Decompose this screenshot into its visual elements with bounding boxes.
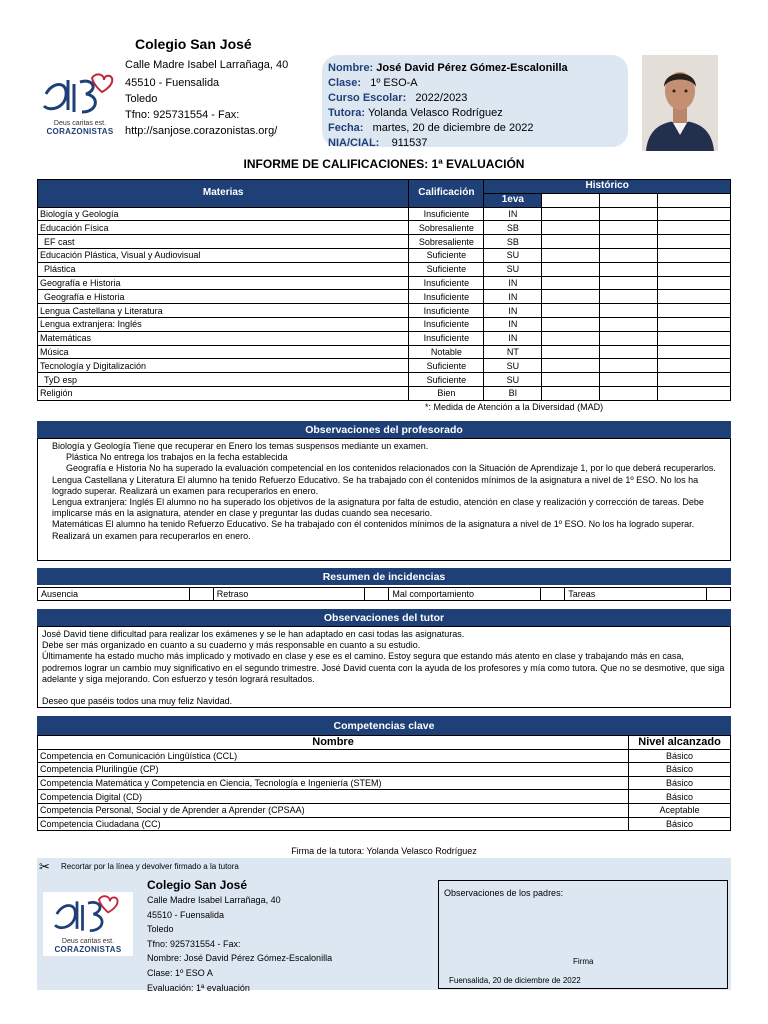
col-nombre: Nombre — [38, 736, 629, 750]
competencias-table — [37, 735, 731, 831]
school-name: Colegio San José — [135, 36, 252, 52]
competencia-row — [38, 749, 731, 763]
eva1-value: SU — [484, 262, 542, 276]
col-historico: Histórico — [484, 180, 731, 194]
grade-value: Insuficiente — [409, 290, 484, 304]
competencia-name: Competencia en Comunicación Lingüística (CCL) — [38, 749, 629, 763]
competencia-name: Competencia Matemática y Competencia en Ciencia, Tecnología e Ingeniería (STEM) — [38, 776, 629, 790]
competencia-level: Básico — [629, 790, 731, 804]
date-line: Fecha: martes, 20 de diciembre de 2022 — [328, 122, 534, 134]
tutor-observation: Deseo que paséis todos una muy feliz Navidad. — [42, 696, 233, 707]
competencias-header: Competencias clave — [37, 716, 731, 735]
competencia-name: Competencia Ciudadana (CC) — [38, 817, 629, 831]
mad-note: *: Medida de Atención a la Diversidad (MAD) — [425, 402, 604, 412]
competencia-row — [38, 790, 731, 804]
grade-row — [38, 221, 731, 235]
historic-empty — [658, 386, 731, 400]
historic-empty — [658, 276, 731, 290]
place-date: Fuensalida, 20 de diciembre de 2022 — [449, 976, 581, 985]
corazonistas-logo-icon — [38, 72, 122, 120]
student-photo — [642, 55, 718, 151]
cut-line — [37, 858, 731, 876]
historic-empty — [600, 207, 658, 221]
historic-empty — [542, 262, 600, 276]
school-website-link[interactable]: http://sanjose.corazonistas.org/ — [125, 125, 278, 137]
historic-empty — [658, 221, 731, 235]
subject-name: Religión — [38, 386, 409, 400]
tutor-signature-line: Firma de la tutora: Yolanda Velasco Rodríguez — [291, 846, 477, 856]
eva1-value: IN — [484, 304, 542, 318]
competencia-level: Básico — [629, 776, 731, 790]
subject-name: Matemáticas — [38, 331, 409, 345]
grade-value: Sobresaliente — [409, 221, 484, 235]
subject-name: Educación Física — [38, 221, 409, 235]
col-nivel: Nivel alcanzado — [629, 736, 731, 750]
report-title: INFORME DE CALIFICACIONES: 1ª EVALUACIÓN — [243, 157, 525, 171]
student-class-line: Clase: 1º ESO-A — [328, 77, 418, 89]
grade-row — [38, 304, 731, 318]
teacher-observation: Lengua Castellana y Literatura El alumno ha tenido Refuerzo Educativo. Se ha trabajado con él contenidos mínimos de la asignatura a nivel de 1º ESO. No los ha logrado superar. Realizará un examen para recuperarlos en enero. — [52, 474, 699, 496]
grade-row — [38, 359, 731, 373]
historic-empty — [658, 290, 731, 304]
historic-empty — [542, 386, 600, 400]
student-name-line: Nombre: José David Pérez Gómez-Escalonilla — [328, 62, 568, 74]
historic-empty — [542, 235, 600, 249]
eva1-value: IN — [484, 317, 542, 331]
competencia-name: Competencia Plurilingüe (CP) — [38, 763, 629, 777]
grade-value: Sobresaliente — [409, 235, 484, 249]
logo-caption: Deus caritas est. CORAZONISTAS — [46, 120, 114, 136]
historic-empty — [600, 290, 658, 304]
incidencias-table — [37, 587, 731, 601]
teacher-observation: Lengua extranjera: Inglés El alumno no ha superado los objetivos de la asignatura por falta de estudio, atención en clase y realización y corrección de tareas. Debe implicarse más en la asignatura, atender en clase y preguntar las dudas cuando sea necesario. — [52, 497, 704, 519]
subject-name: EF cast — [38, 235, 409, 249]
historic-empty — [658, 345, 731, 359]
eva1-value: SB — [484, 235, 542, 249]
grade-row — [38, 276, 731, 290]
subject-name: Geografía e Historia — [38, 290, 409, 304]
address-line: Tfno: 925731554 - Fax: — [125, 109, 240, 121]
slip-line: 45510 - Fuensalida — [147, 909, 225, 920]
competencia-row — [38, 817, 731, 831]
grade-value: Insuficiente — [409, 331, 484, 345]
col-1eva: 1eva — [484, 193, 542, 207]
slip-school-info — [147, 878, 332, 995]
incidencias-header: Resumen de incidencias — [37, 568, 731, 585]
historic-empty — [542, 221, 600, 235]
historic-empty — [600, 221, 658, 235]
col-empty — [658, 193, 731, 207]
eva1-value: IN — [484, 207, 542, 221]
incidencia-label: Ausencia — [38, 588, 190, 601]
historic-empty — [600, 304, 658, 318]
school-logo — [38, 72, 122, 136]
col-empty — [600, 193, 658, 207]
grade-value: Insuficiente — [409, 317, 484, 331]
grade-value: Suficiente — [409, 262, 484, 276]
grade-row — [38, 262, 731, 276]
grade-row — [38, 373, 731, 387]
address-line: 45510 - Fuensalida — [125, 77, 220, 89]
eva1-value: IN — [484, 276, 542, 290]
slip-class: Clase: 1º ESO A — [147, 967, 213, 978]
nia-line: NIA/CIAL: 911537 — [328, 137, 428, 149]
incidencia-label: Tareas — [565, 588, 707, 601]
historic-empty — [600, 359, 658, 373]
historic-empty — [600, 317, 658, 331]
incidencia-value — [541, 588, 565, 601]
competencia-level: Básico — [629, 763, 731, 777]
eva1-value: IN — [484, 331, 542, 345]
eva1-value: BI — [484, 386, 542, 400]
grade-row — [38, 345, 731, 359]
address-line: Calle Madre Isabel Larrañaga, 40 — [125, 59, 289, 71]
competencia-name: Competencia Digital (CD) — [38, 790, 629, 804]
historic-empty — [542, 304, 600, 318]
tutor-observation: Últimamente ha estado mucho más implicado y motivado en clase y ese es el camino. Estoy segura que estando más atento en clase y trabajando más en casa, podremos lograr un cambio muy significativo en el segundo trimestre. José David cuenta con la ayuda de los profesores y mía como tutora. Que no se desmotive, que siga adelante y siga mejorando. Con esfuerzo y tesón logrará resultados. — [42, 651, 725, 684]
historic-empty — [600, 235, 658, 249]
col-materias: Materias — [38, 180, 409, 208]
historic-empty — [542, 345, 600, 359]
obs-profesorado-header: Observaciones del profesorado — [37, 421, 731, 438]
cut-instruction: Recortar por la línea y devolver firmado a la tutora — [61, 862, 239, 871]
slip-line: Toledo — [147, 924, 174, 935]
historic-empty — [658, 373, 731, 387]
subject-name: Tecnología y Digitalización — [38, 359, 409, 373]
historic-empty — [600, 345, 658, 359]
signature-label: Firma — [573, 957, 594, 966]
grade-value: Bien — [409, 386, 484, 400]
historic-empty — [658, 262, 731, 276]
teacher-observation: Biología y Geología Tiene que recuperar en Enero los temas suspensos mediante un examen. — [52, 441, 429, 451]
grade-value: Notable — [409, 345, 484, 359]
historic-empty — [542, 276, 600, 290]
slip-student-name: Nombre: José David Pérez Gómez-Escalonilla — [147, 953, 333, 964]
parents-observations-box[interactable] — [438, 880, 728, 989]
subject-name: Música — [38, 345, 409, 359]
tutor-observation: Debe ser más organizado en cuanto a su cuaderno y más responsable en cuanto a su estudio. — [42, 640, 421, 651]
incidencia-label: Mal comportamiento — [389, 588, 541, 601]
obs-tutor-body — [37, 626, 731, 708]
competencia-row — [38, 803, 731, 817]
historic-empty — [658, 235, 731, 249]
address-line: Toledo — [125, 93, 158, 105]
historic-empty — [658, 207, 731, 221]
competencia-level: Básico — [629, 817, 731, 831]
subject-name: Educación Plástica, Visual y Audiovisual — [38, 248, 409, 262]
logo-caption: Deus caritas est. CORAZONISTAS — [54, 938, 122, 954]
subject-name: TyD esp — [38, 373, 409, 387]
teacher-observation: Matemáticas El alumno ha tenido Refuerzo Educativo. Se ha trabajado con él contenidos mínimos de la asignatura a nivel de 1º ESO. No los ha logrado superar. Realizará un examen para recuperarlos en enero. — [52, 519, 695, 541]
subject-name: Lengua Castellana y Literatura — [38, 304, 409, 318]
subject-name: Plástica — [38, 262, 409, 276]
competencia-name: Competencia Personal, Social y de Aprender a Aprender (CPSAA) — [38, 803, 629, 817]
historic-empty — [542, 248, 600, 262]
historic-empty — [600, 262, 658, 276]
teacher-observation: Plástica No entrega los trabajos en la fecha establecida — [66, 452, 288, 463]
grade-row — [38, 290, 731, 304]
teacher-observation: Geografía e Historia No ha superado la evaluación competencial en los contenidos relacionados con la Situación de Aprendizaje 1, por lo que deberá recuperarlos. — [66, 463, 716, 474]
student-portrait-icon — [642, 55, 718, 151]
historic-empty — [542, 331, 600, 345]
grade-value: Insuficiente — [409, 304, 484, 318]
slip-school-name: Colegio San José — [147, 878, 248, 892]
grade-row — [38, 331, 731, 345]
subject-name: Biología y Geología — [38, 207, 409, 221]
corazonistas-logo-icon — [43, 894, 133, 938]
eva1-value: SB — [484, 221, 542, 235]
obs-tutor-header: Observaciones del tutor — [37, 609, 731, 626]
subject-name: Geografía e Historia — [38, 276, 409, 290]
eva1-value: IN — [484, 290, 542, 304]
col-empty — [542, 193, 600, 207]
historic-empty — [600, 373, 658, 387]
grade-value: Insuficiente — [409, 276, 484, 290]
eva1-value: SU — [484, 359, 542, 373]
historic-empty — [542, 373, 600, 387]
historic-empty — [542, 317, 600, 331]
grade-value: Suficiente — [409, 359, 484, 373]
competencia-row — [38, 776, 731, 790]
eva1-value: NT — [484, 345, 542, 359]
grade-row — [38, 317, 731, 331]
grade-value: Suficiente — [409, 248, 484, 262]
grade-row — [38, 248, 731, 262]
grade-row — [38, 386, 731, 400]
historic-empty — [542, 207, 600, 221]
slip-evaluation: Evaluación: 1ª evaluación — [147, 982, 250, 993]
historic-empty — [658, 304, 731, 318]
historic-empty — [658, 331, 731, 345]
grade-row — [38, 207, 731, 221]
historic-empty — [542, 359, 600, 373]
parents-observations-label: Observaciones de los padres: — [444, 888, 564, 898]
historic-empty — [600, 331, 658, 345]
historic-empty — [658, 248, 731, 262]
tutor-line: Tutora: Yolanda Velasco Rodríguez — [328, 107, 503, 119]
tutor-observation — [42, 685, 726, 696]
eva1-value: SU — [484, 248, 542, 262]
historic-empty — [658, 359, 731, 373]
competencia-row — [38, 763, 731, 777]
grades-table — [37, 179, 731, 401]
slip-line: Tfno: 925731554 - Fax: — [147, 938, 241, 949]
incidencia-value — [365, 588, 389, 601]
grade-row — [38, 235, 731, 249]
tutor-observation: José David tiene dificultad para realizar los exámenes y se le han adaptado en casi todas las asignaturas. — [42, 629, 465, 639]
obs-profesorado-body — [37, 438, 731, 561]
grade-value: Insuficiente — [409, 207, 484, 221]
eva1-value: SU — [484, 373, 542, 387]
incidencia-label: Retraso — [213, 588, 365, 601]
slip-line: Calle Madre Isabel Larrañaga, 40 — [147, 895, 281, 905]
historic-empty — [542, 290, 600, 304]
slip-logo — [43, 892, 133, 956]
grade-value: Suficiente — [409, 373, 484, 387]
student-info-box — [322, 55, 628, 147]
incidencia-value — [706, 588, 730, 601]
historic-empty — [600, 248, 658, 262]
historic-empty — [658, 317, 731, 331]
historic-empty — [600, 276, 658, 290]
scissors-icon: ✂ — [39, 859, 50, 874]
incidencia-value — [189, 588, 213, 601]
historic-empty — [600, 386, 658, 400]
school-address — [125, 58, 288, 139]
competencia-level: Básico — [629, 749, 731, 763]
col-calificacion: Calificación — [409, 180, 484, 208]
competencia-level: Aceptable — [629, 803, 731, 817]
subject-name: Lengua extranjera: Inglés — [38, 317, 409, 331]
school-year-line: Curso Escolar: 2022/2023 — [328, 92, 468, 104]
